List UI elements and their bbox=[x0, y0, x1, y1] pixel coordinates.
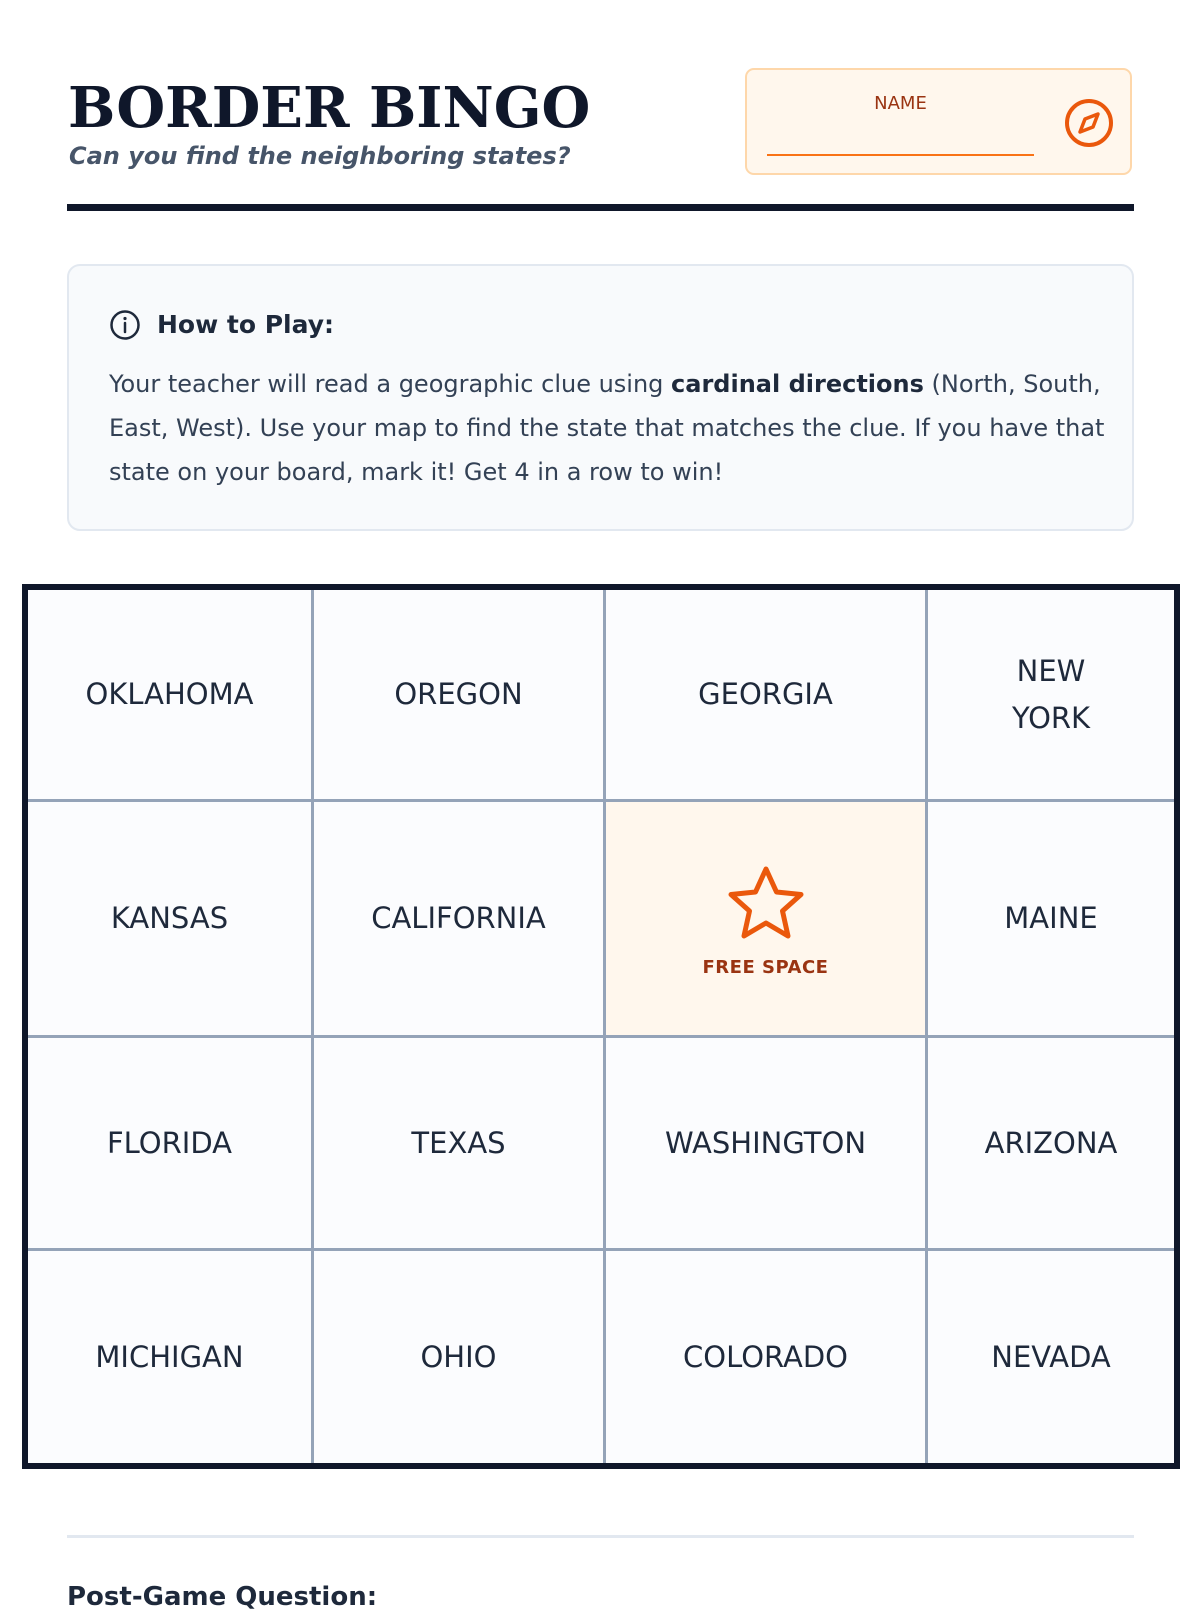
bingo-cell-label: KANSAS bbox=[110, 901, 229, 935]
post-game-heading: Post-Game Question: bbox=[67, 1582, 378, 1612]
bingo-cell[interactable] bbox=[28, 1251, 314, 1463]
name-label: NAME bbox=[874, 93, 927, 114]
bingo-cell-label: CALIFORNIA bbox=[371, 901, 546, 935]
how-to-play-panel bbox=[67, 264, 1134, 531]
bingo-cell-label: OHIO bbox=[420, 1339, 497, 1374]
bingo-cell[interactable] bbox=[606, 1251, 928, 1463]
bingo-cell[interactable] bbox=[928, 1251, 1174, 1463]
bingo-cell[interactable] bbox=[28, 590, 314, 802]
bingo-cell[interactable] bbox=[314, 802, 606, 1038]
star-icon bbox=[725, 865, 807, 943]
bingo-cell[interactable] bbox=[314, 1251, 606, 1463]
bingo-cell-label: TEXAS bbox=[411, 1125, 506, 1160]
name-underline bbox=[767, 154, 1034, 156]
how-to-play-text-end: (North, South, East, West). Use your map to find the state that matches the clue. If you have that state on your board, mark it! Get 4 in a row to win! bbox=[109, 370, 1105, 486]
how-to-play-text bbox=[109, 362, 1109, 494]
how-to-play-text-bold: cardinal directions bbox=[671, 370, 924, 398]
bingo-cell[interactable] bbox=[314, 1038, 606, 1251]
bingo-cell[interactable] bbox=[606, 590, 928, 802]
bingo-cell-label: OKLAHOMA bbox=[85, 677, 254, 711]
info-icon bbox=[109, 309, 141, 341]
bingo-cell-free-space[interactable] bbox=[606, 802, 928, 1038]
page-subtitle: Can you find the neighboring states? bbox=[69, 142, 571, 170]
bingo-cell-label: NEW YORK bbox=[1011, 653, 1091, 735]
bingo-cell-label: WASHINGTON bbox=[664, 1125, 867, 1160]
bingo-cell[interactable] bbox=[928, 802, 1174, 1038]
bingo-cell[interactable] bbox=[928, 590, 1174, 802]
bingo-cell[interactable] bbox=[314, 590, 606, 802]
bingo-cell-label: MAINE bbox=[1004, 901, 1098, 935]
free-space-label: FREE SPACE bbox=[702, 956, 829, 978]
bingo-cell[interactable] bbox=[928, 1038, 1174, 1251]
bingo-cell[interactable] bbox=[28, 1038, 314, 1251]
bingo-cell[interactable] bbox=[606, 1038, 928, 1251]
how-to-play-title: How to Play: bbox=[157, 310, 335, 339]
name-input[interactable] bbox=[767, 122, 1034, 154]
bingo-cell-label: ARIZONA bbox=[984, 1125, 1118, 1160]
bingo-board bbox=[22, 584, 1180, 1469]
header-divider bbox=[67, 204, 1134, 211]
bingo-cell-label: NEVADA bbox=[991, 1339, 1111, 1374]
page-title: BORDER BINGO bbox=[68, 75, 591, 141]
bingo-cell-label: OREGON bbox=[394, 677, 523, 711]
footer-divider bbox=[67, 1535, 1134, 1538]
how-to-play-text-start: Your teacher will read a geographic clue using bbox=[109, 370, 672, 398]
bingo-cell-label: GEORGIA bbox=[698, 677, 833, 711]
compass-icon bbox=[1063, 97, 1115, 149]
bingo-cell-label: FLORIDA bbox=[107, 1125, 232, 1160]
bingo-cell-label: COLORADO bbox=[683, 1339, 848, 1374]
name-field-box bbox=[745, 68, 1132, 175]
bingo-cell-label: MICHIGAN bbox=[95, 1339, 244, 1374]
bingo-cell[interactable] bbox=[28, 802, 314, 1038]
